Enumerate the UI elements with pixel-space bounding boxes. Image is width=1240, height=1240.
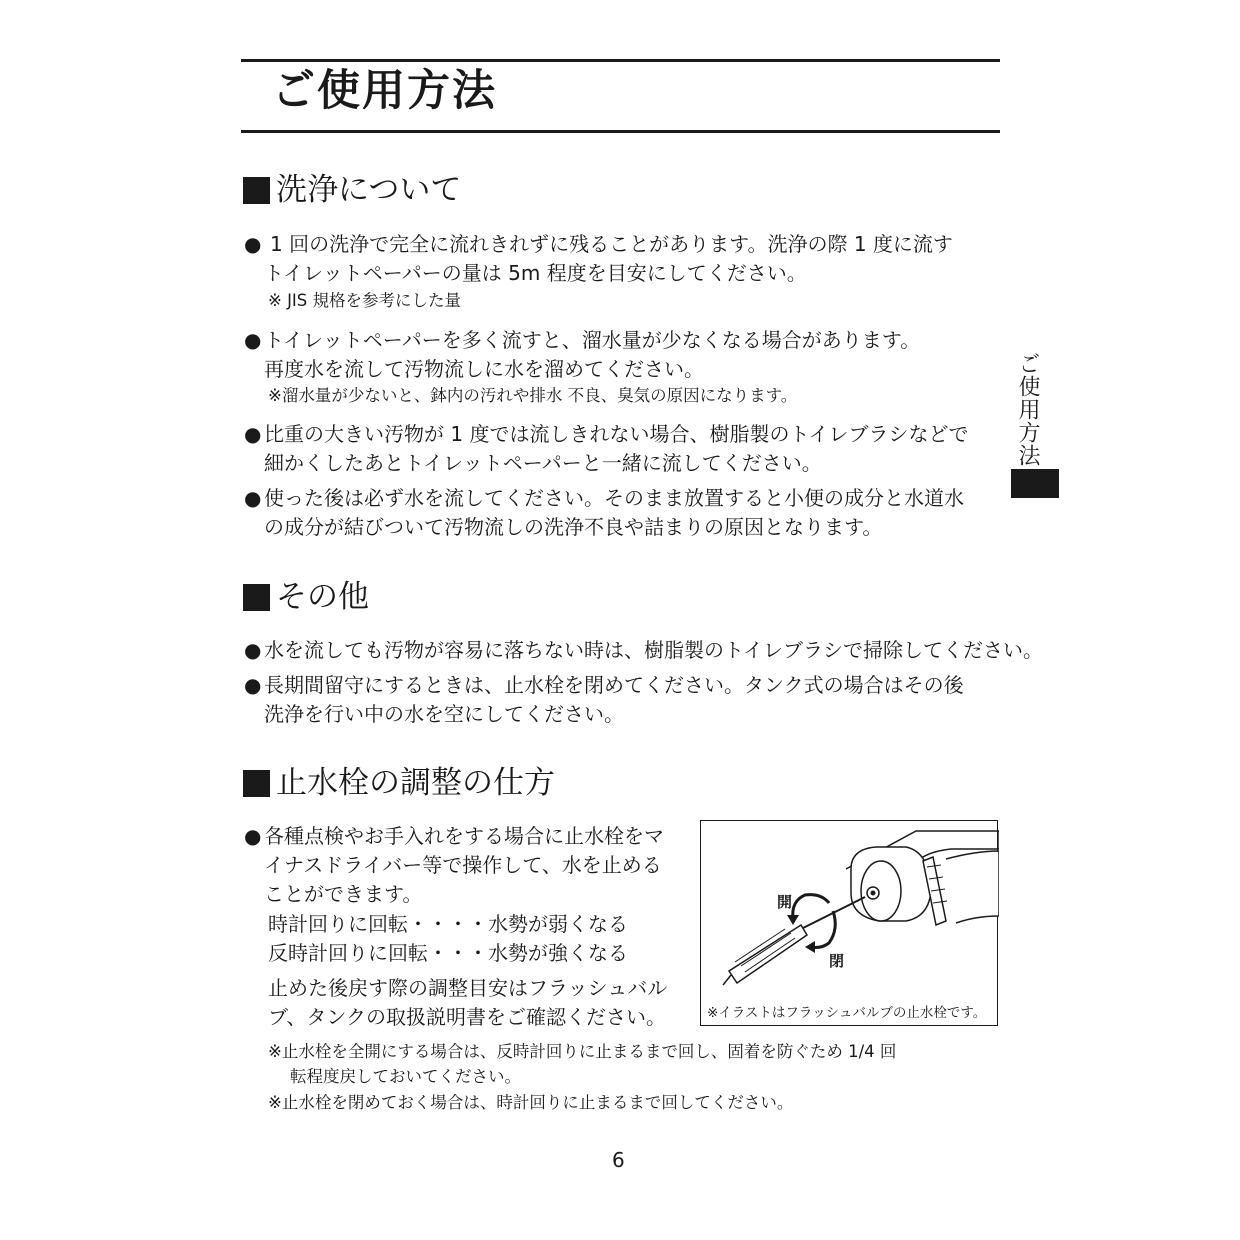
bullet-icon: ●	[244, 232, 262, 256]
paragraph-line: トイレットペーパーを多く流すと、溜水量が少なくなる場合があります。	[264, 328, 921, 352]
section-heading-valve	[243, 765, 555, 802]
bullet-icon: ●	[244, 422, 262, 446]
title-underline	[241, 130, 1000, 133]
paragraph-line: 各種点検やお手入れをする場合に止水栓をマ	[264, 824, 664, 848]
paragraph-line: トイレットペーパーの量は 5m 程度を目安にしてください。	[264, 261, 807, 285]
page-title: ご使用方法	[272, 66, 497, 116]
top-rule	[241, 59, 1000, 62]
paragraph-line: 使った後は必ず水を流してください。そのまま放置すると小便の成分と水道水	[264, 486, 964, 510]
heading-square-icon	[243, 584, 270, 611]
section-heading-text: 止水栓の調整の仕方	[276, 765, 555, 801]
stop-valve-drawing	[701, 821, 999, 1027]
paragraph-line: 比重の大きい汚物が 1 度では流しきれない場合、樹脂製のトイレブラシなどで	[264, 422, 969, 446]
open-label: 開	[777, 893, 793, 911]
bullet-icon: ●	[244, 824, 262, 848]
paragraph-line: 細かくしたあとトイレットペーパーと一緒に流してください。	[264, 451, 822, 475]
paragraph-line: ことができます。	[264, 882, 423, 906]
counterclockwise-effect: 反時計回りに回転・・・水勢が強くなる	[268, 941, 628, 965]
footnote: ※止水栓を閉めておく場合は、時計回りに止まるまで回してください。	[268, 1093, 794, 1112]
footnote: ※ JIS 規格を参考にした量	[268, 291, 462, 310]
figure-caption: ※イラストはフラッシュバルブの止水栓です。	[707, 1005, 987, 1021]
bullet-icon: ●	[244, 328, 262, 352]
section-heading-text: その他	[276, 579, 369, 615]
paragraph-line: イナスドライバー等で操作して、水を止める	[264, 853, 662, 877]
bullet-icon: ●	[244, 638, 262, 662]
section-heading-text: 洗浄について	[276, 172, 462, 208]
paragraph-line: 長期間留守にするときは、止水栓を閉めてください。タンク式の場合はその後	[264, 673, 964, 697]
paragraph-line: 再度水を流して汚物流しに水を溜めてください。	[264, 357, 704, 381]
footnote: ※溜水量が少ないと、鉢内の汚れや排水 不良、臭気の原因になります。	[268, 386, 798, 405]
heading-square-icon	[243, 770, 270, 797]
paragraph-line: 止めた後戻す際の調整目安はフラッシュバル	[268, 976, 668, 1000]
bullet-icon: ●	[244, 486, 262, 510]
page-number: 6	[612, 1148, 625, 1172]
valve-illustration	[700, 820, 998, 1026]
section-heading-other	[243, 579, 369, 616]
section-heading-cleaning	[243, 172, 461, 209]
close-label: 閉	[829, 952, 845, 970]
footnote: ※止水栓を全開にする場合は、反時計回りに止まるまで回し、固着を防ぐため 1/4 回	[268, 1042, 897, 1061]
clockwise-effect: 時計回りに回転・・・・水勢が弱くなる	[268, 912, 628, 936]
paragraph-line: 洗浄を行い中の水を空にしてください。	[264, 702, 624, 726]
heading-square-icon	[243, 177, 270, 204]
side-tab-label: ご使用方法	[1015, 352, 1040, 467]
bullet-icon: ●	[244, 673, 262, 697]
side-tab-marker	[1011, 469, 1059, 498]
paragraph-line: の成分が結びついて汚物流しの洗浄不良や詰まりの原因となります。	[264, 515, 883, 539]
paragraph-line: 水を流しても汚物が容易に落ちない時は、樹脂製のトイレブラシで掃除してください。	[264, 638, 1043, 662]
paragraph-line: 1 回の洗浄で完全に流れきれずに残ることがあります。洗浄の際 1 度に流す	[270, 232, 953, 256]
footnote: 転程度戻しておいてください。	[290, 1067, 521, 1086]
paragraph-line: ブ、タンクの取扱説明書をご確認ください。	[268, 1005, 666, 1029]
